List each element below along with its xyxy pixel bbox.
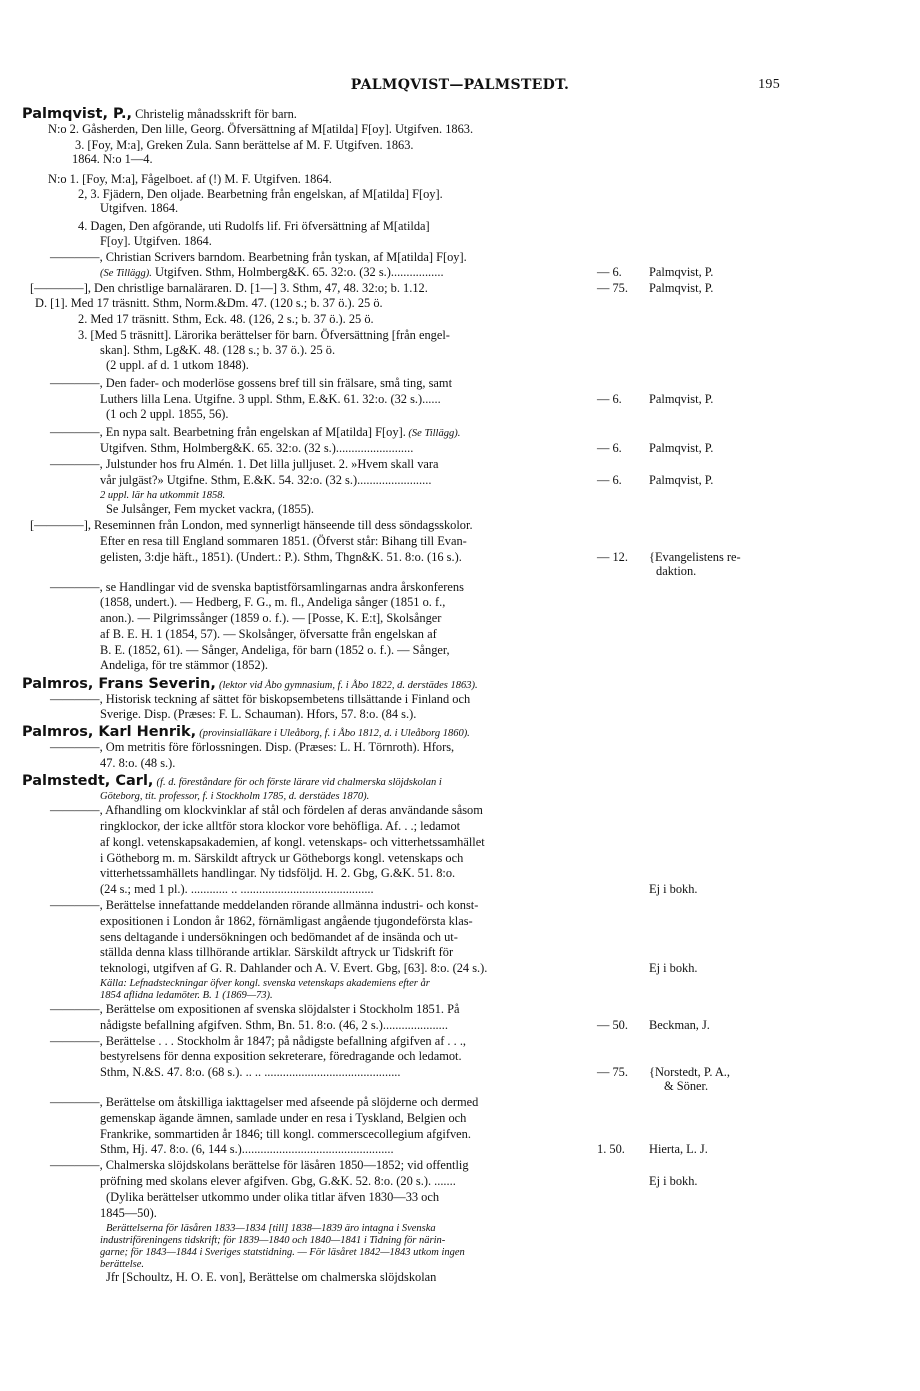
author-heading: Palmstedt, Carl, [22, 773, 154, 789]
line-text [100, 550, 462, 564]
entry-text: 2. Med 17 träsnitt. Sthm, Eck. 48. (126, 2 s.; b. 37 ö.). 25 ö. [78, 312, 374, 326]
publisher: {Norstedt, P. A., [649, 1065, 730, 1079]
entry-text: daktion. [656, 564, 697, 578]
line-text [100, 611, 441, 625]
author-heading: Palmqvist, P., [22, 106, 133, 122]
entry-text: (Dylika berättelser utkommo under olika titlar äfven 1830—33 och [106, 1190, 440, 1204]
entry-text: ————, Berättelse om expositionen af svenska slöjdalster i Stockholm 1851. På [50, 1002, 460, 1016]
line-text [100, 1127, 471, 1141]
author-heading: Palmros, Frans Severin, [22, 676, 216, 692]
entry-text: N:o 1. [Foy, M:a], Fågelboet. af (!) M. F. Utgifven. 1864. [48, 172, 332, 186]
line-text [100, 1111, 466, 1125]
italic-note: (provinsialläkare i Uleåborg, f. i Åbo 1812, d. i Uleåborg 1860). [199, 728, 470, 739]
line-text [48, 172, 332, 186]
line-text [50, 1002, 460, 1016]
entry-text: teknologi, utgifven af G. R. Dahlander och A. V. Evert. Gbg, [63]. 8:o. (24 s.). [100, 961, 488, 975]
line-text [656, 564, 696, 578]
price: — 50. [597, 1018, 628, 1032]
entry-text: ställda denna klass tillhörande artiklar. Särskildt aftryck ur Tidskrift för [100, 945, 454, 959]
line-text [100, 392, 441, 406]
publisher: Palmqvist, P. [649, 392, 714, 406]
line-text [664, 1079, 708, 1093]
line-text [50, 1095, 478, 1109]
line-text [78, 312, 374, 326]
line-text [50, 692, 470, 706]
entry-text: gelisten, 3:dje häft., 1851). (Undert.: P.). Sthm, Thgn&K. 51. 8:o. (16 s.). [100, 550, 462, 564]
entry-text: ————, Historisk teckning af sättet för biskopsembetens tillsättande i Finland och [50, 692, 471, 706]
line-text [100, 534, 467, 548]
line-text [106, 502, 314, 516]
entry-text: nådigste befallning afgifven. Sthm, Bn. 51. 8:o. (46, 2 s.)..................... [100, 1018, 448, 1032]
publisher: Ej i bokh. [649, 882, 698, 896]
line-text [50, 1034, 466, 1048]
italic-note: Berättelserna för läsåren 1833—1834 [till] 1838—1839 äro intagna i Svenska [106, 1223, 436, 1234]
entry-text: ————, se Handlingar vid de svenska baptistförsamlingarnas andra årskonferens [50, 580, 464, 594]
line-text [100, 441, 413, 455]
entry-text: Sthm, Hj. 47. 8:o. (6, 144 s.)................................................. [100, 1142, 394, 1156]
line-text [22, 725, 470, 741]
price: — 6. [597, 473, 622, 487]
line-text [100, 882, 374, 896]
line-text [100, 866, 455, 880]
italic-note: garne; för 1843—1844 i Sveriges statstidning. — För läsåret 1842—1843 utkom ingen [100, 1247, 465, 1258]
line-text [100, 930, 458, 944]
entry-text: Sverige. Disp. (Præses: F. L. Schauman). Hfors, 57. 8:o. (84 s.). [100, 707, 417, 721]
publisher: Hierta, L. J. [649, 1142, 708, 1156]
price: — 6. [597, 392, 622, 406]
line-text [100, 1018, 448, 1032]
line-text [100, 487, 225, 503]
line-text [50, 250, 467, 264]
line-text [50, 376, 452, 390]
italic-note: industriföreningens tidskrift; för 1839—1840 och 1840—1841 i Tidning för närin- [100, 1235, 446, 1246]
publisher: Beckman, J. [649, 1018, 710, 1032]
publisher: Palmqvist, P. [649, 281, 714, 295]
publisher: Palmqvist, P. [649, 265, 714, 279]
entry-text: ————, Berättelse om åtskilliga iakttagelser med afseende på slöjderne och dermed [50, 1095, 479, 1109]
price: 1. 50. [597, 1142, 625, 1156]
entry-text: Jfr [Schoultz, H. O. E. von], Berättelse om chalmerska slöjdskolan [106, 1270, 437, 1284]
line-text [72, 152, 153, 166]
italic-note: (Se Tillägg). [405, 428, 461, 439]
line-text [100, 234, 212, 248]
entry-text: i Götheborg m. m. Särskildt aftryck ur Götheborgs kongl. vetenskaps och [100, 851, 464, 865]
entry-text: vår julgäst?» Utgifne. Sthm, E.&K. 54. 32:o. (32 s.)........................ [100, 473, 432, 487]
entry-text: ————, Chalmerska slöjdskolans berättelse för läsåren 1850—1852; vid offentlig [50, 1158, 469, 1172]
entry-text: (2 uppl. af d. 1 utkom 1848). [106, 358, 249, 372]
entry-text: ————, Den fader- och moderlöse gossens bref till sin frälsare, små ting, samt [50, 376, 453, 390]
line-text [100, 851, 463, 865]
line-text [78, 219, 430, 233]
line-text [100, 1244, 465, 1260]
line-text [100, 835, 485, 849]
italic-note: (Se Tillägg). [100, 268, 152, 279]
entry-text: Andeliga, för tre stämmor (1852). [100, 658, 268, 672]
line-text [100, 1065, 401, 1079]
entry-text: pröfning med skolans elever afgifven. Gbg, G.&K. 52. 8:o. (20 s.). ....... [100, 1174, 456, 1188]
price: — 75. [597, 281, 628, 295]
line-text [100, 473, 431, 487]
entry-text: 47. 8:o. (48 s.). [100, 756, 176, 770]
entry-text: ringklockor, der icke alltför stora klockor vore behöfliga. Af. . .; ledamot [100, 819, 461, 833]
italic-note: Göteborg, tit. professor, f. i Stockholm 1785, d. derstädes 1870). [100, 791, 370, 802]
entry-text: Christelig månadsskrift för barn. [135, 107, 297, 121]
entry-text: Efter en resa till England sommaren 1851. (Öfverst står: Bihang till Evan- [100, 534, 467, 548]
line-text [100, 265, 444, 281]
line-text [100, 643, 450, 657]
entry-text: 4. Dagen, Den afgörande, uti Rudolfs lif. Fri öfversättning af M[atilda] [78, 219, 430, 233]
entry-text: 1845—50). [100, 1206, 157, 1220]
publisher: {Evangelistens re- [649, 550, 741, 564]
price: — 6. [597, 441, 622, 455]
line-text [35, 296, 383, 310]
line-text [100, 914, 473, 928]
price: — 6. [597, 265, 622, 279]
line-text [50, 740, 454, 754]
line-text [106, 358, 249, 372]
entry-text: & Söner. [664, 1079, 709, 1093]
entry-text: gemenskap ägande ämnen, samlade under en resa i Tyskland, Belgien och [100, 1111, 467, 1125]
line-text [22, 677, 478, 693]
line-text [100, 627, 437, 641]
entry-text: ————, Berättelse innefattande meddelanden rörande allmänna industri- och konst- [50, 898, 479, 912]
entry-text: [————], Reseminnen från London, med synnerligt hänseende till dess söndagsskolor. [30, 518, 473, 532]
entry-text: B. E. (1852, 61). — Sånger, Andeliga, för barn (1852 o. f.). — Sånger, [100, 643, 450, 657]
page-number: 195 [758, 77, 780, 92]
line-text [75, 138, 414, 152]
line-text [50, 457, 439, 471]
line-text [50, 803, 483, 817]
line-text [100, 987, 273, 1003]
entry-text: Utgifven. Sthm, Holmberg&K. 65. 32:o. (32 s.)......................... [100, 441, 414, 455]
line-text [100, 1142, 394, 1156]
entry-text: (1858, undert.). — Hedberg, F. G., m. fl., Andeliga sånger (1851 o. f., [100, 595, 446, 609]
entry-text: Se Julsånger, Fem mycket vackra, (1855). [106, 502, 315, 516]
entry-text: D. [1]. Med 17 träsnitt. Sthm, Norm.&Dm. 47. (120 s.; b. 37 ö.). 25 ö. [35, 296, 383, 310]
entry-text: skan]. Sthm, Lg&K. 48. (128 s.; b. 37 ö.). 25 ö. [100, 343, 336, 357]
entry-text: af B. E. H. 1 (1854, 57). — Skolsånger, öfversatte från engelskan af [100, 627, 437, 641]
line-text [100, 756, 175, 770]
line-text [78, 328, 450, 342]
entry-text: 1864. N:o 1—4. [72, 152, 153, 166]
line-text [100, 201, 178, 215]
line-text [100, 788, 369, 804]
entry-text: (24 s.; med 1 pl.). ............ .. ........................................... [100, 882, 374, 896]
publisher: Ej i bokh. [649, 1174, 698, 1188]
entry-text: ————, Om metritis före förlossningen. Disp. (Præses: L. H. Törnroth). Hfors, [50, 740, 455, 754]
entry-text: Sthm, N.&S. 47. 8:o. (68 s.). .. .. ............................................ [100, 1065, 401, 1079]
italic-note: berättelse. [100, 1259, 145, 1270]
italic-note: 1854 aflidna ledamöter. B. 1 (1869—73). [100, 990, 273, 1001]
entry-text: af kongl. vetenskapsakademien, af kongl. vetenskaps- och vitterhetssamhället [100, 835, 485, 849]
italic-note: 2 uppl. lär ha utkommit 1858. [100, 490, 226, 501]
line-text [100, 945, 453, 959]
entry-text: (1 och 2 uppl. 1855, 56). [106, 407, 229, 421]
line-text [100, 1049, 462, 1063]
publisher: Palmqvist, P. [649, 441, 714, 455]
entry-text: ————, Berättelse . . . Stockholm år 1847; på nådigste befallning afgifven af . . ., [50, 1034, 467, 1048]
line-text [78, 187, 443, 201]
entry-text: ————, Christian Scrivers barndom. Bearbetning från tyskan, af M[atilda] F[oy]. [50, 250, 467, 264]
entry-text: N:o 2. Gåsherden, Den lille, Georg. Öfversättning af M[atilda] F[oy]. Utgifven. 1863. [48, 122, 474, 136]
entry-text: bestyrelsens för denna exposition sekreterare, föredragande och ledamot. [100, 1049, 462, 1063]
line-text [100, 1174, 456, 1188]
entry-text: 3. [Foy, M:a], Greken Zula. Sann berättelse af M. F. Utgifven. 1863. [75, 138, 414, 152]
line-text [50, 425, 460, 441]
entry-text: ————, En nypa salt. Bearbetning från engelskan af M[atilda] F[oy]. [50, 425, 406, 439]
entry-text: Utgifven. Sthm, Holmberg&K. 65. 32:o. (32 s.)................. [151, 265, 444, 279]
entry-text: F[oy]. Utgifven. 1864. [100, 234, 212, 248]
line-text [100, 658, 268, 672]
entry-text: 2, 3. Fjädern, Den oljade. Bearbetning från engelskan, af M[atilda] F[oy]. [78, 187, 443, 201]
entry-text: ————, Julstunder hos fru Almén. 1. Det lilla julljuset. 2. »Hvem skall vara [50, 457, 439, 471]
author-heading: Palmros, Karl Henrik, [22, 724, 197, 740]
entry-text: 3. [Med 5 träsnitt]. Lärorika berättelser för barn. Öfversättning [från engel- [78, 328, 450, 342]
line-text [100, 707, 416, 721]
line-text [50, 580, 464, 594]
line-text [100, 819, 460, 833]
line-text [106, 407, 229, 421]
line-text [100, 1206, 157, 1220]
line-text [106, 1190, 439, 1204]
price: — 12. [597, 550, 628, 564]
line-text [48, 122, 473, 136]
italic-note: (f. d. föreståndare för och förste lärare vid chalmerska slöjdskolan i [156, 777, 442, 788]
line-text [30, 281, 428, 295]
line-text [30, 518, 473, 532]
running-head: PALMQVIST—PALMSTEDT. [350, 77, 570, 93]
entry-text: Luthers lilla Lena. Utgifne. 3 uppl. Sthm, E.&K. 61. 32:o. (32 s.)...... [100, 392, 441, 406]
line-text [106, 1270, 436, 1284]
entry-text: anon.). — Pilgrimssånger (1859 o. f.). — [Posse, K. E:t], Skolsånger [100, 611, 442, 625]
entry-text: expositionen i London år 1862, förnämligast angående tjugondeförsta klas- [100, 914, 473, 928]
entry-text: Utgifven. 1864. [100, 201, 179, 215]
italic-note: Källa: Lefnadsteckningar öfver kongl. svenska vetenskaps akademiens efter år [100, 978, 430, 989]
line-text [100, 595, 445, 609]
italic-note: (lektor vid Åbo gymnasium, f. i Åbo 1822, d. derstädes 1863). [218, 680, 478, 691]
entry-text: ————, Afhandling om klockvinklar af stål och fördelen af deras användande såsom [50, 803, 483, 817]
line-text [100, 961, 487, 975]
publisher: Ej i bokh. [649, 961, 698, 975]
line-text [22, 107, 297, 121]
line-text [50, 898, 478, 912]
price: — 75. [597, 1065, 628, 1079]
entry-text: sens deltagande i undersökningen och bedömandet af de insända och ut- [100, 930, 458, 944]
line-text [100, 343, 335, 357]
publisher: Palmqvist, P. [649, 473, 714, 487]
entry-text: Frankrike, sommartiden år 1846; till kongl. commerscecollegium afgifven. [100, 1127, 471, 1141]
line-text [50, 1158, 469, 1172]
entry-text: [————], Den christlige barnaläraren. D. [1—] 3. Sthm, 47, 48. 32:o; b. 1.12. [30, 281, 428, 295]
entry-text: vitterhetssamhällets handlingar. Ny tidsföljd. H. 2. Gbg, G.&K. 51. 8:o. [100, 866, 456, 880]
